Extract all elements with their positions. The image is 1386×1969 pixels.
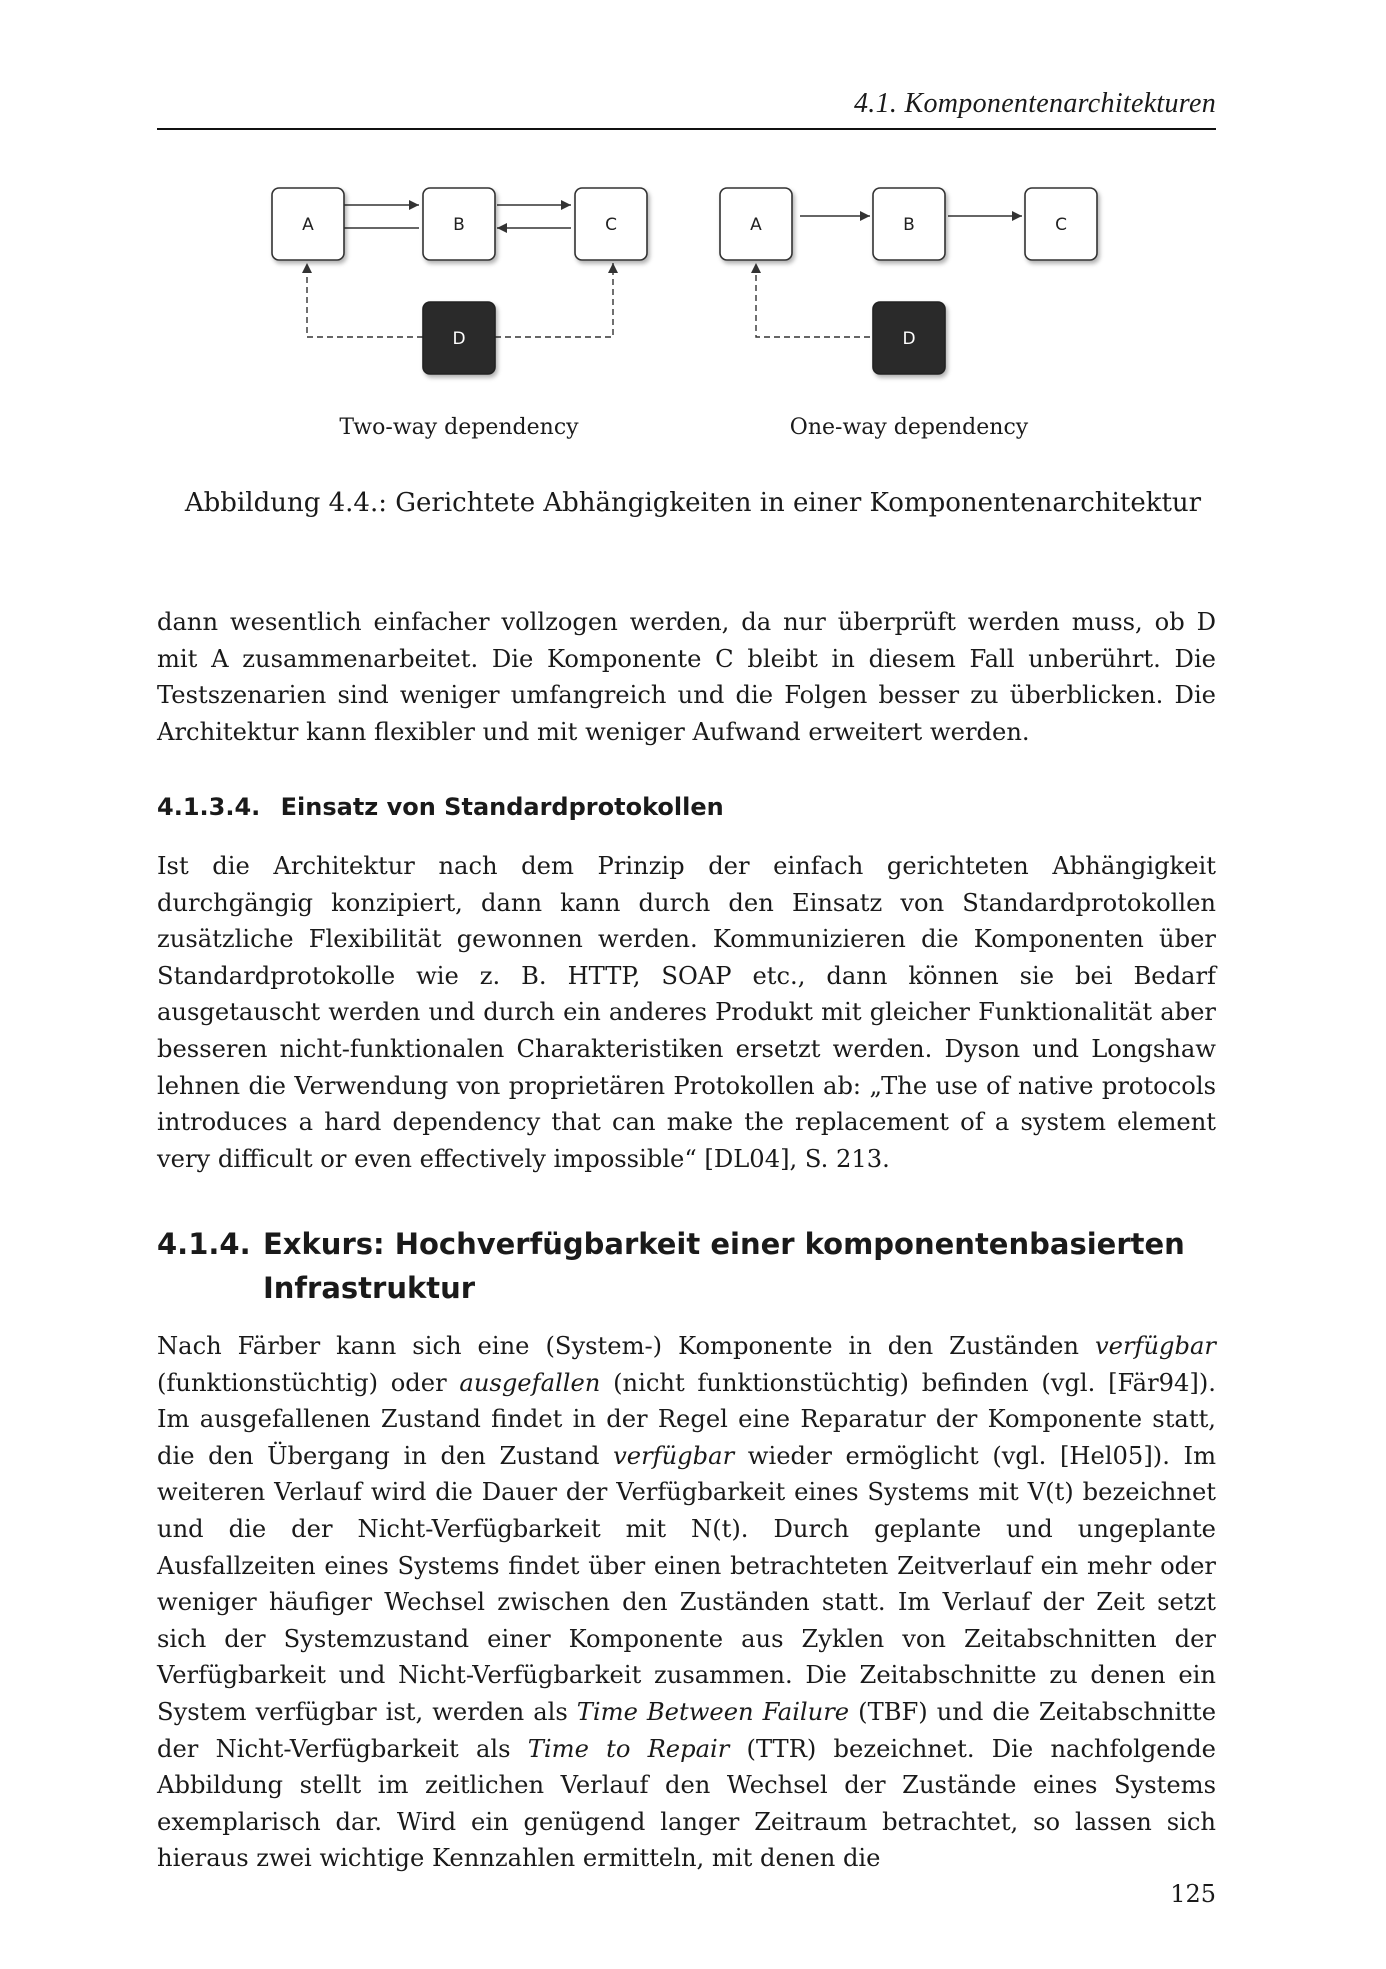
subsection-heading [157, 1222, 1216, 1310]
paragraph-2: Ist die Architektur nach dem Prinzip der einfach gerichteten Abhängigkeit durchgängig konzipiert, dann kann durch den Einsatz von Standardprotokollen zusätzliche Flexibilität gewonnen werden. Kommunizieren die Komponenten über Standardprotokolle wie z. B. HTTP, SOAP etc., dann können sie bei Bedarf ausgetauscht werden und durch ein anderes Produkt mit gleicher Funktionalität aber besseren nicht-funktionalen Charakteristiken ersetzt werden. Dyson und Longshaw lehnen die Verwendung von proprietären Protokollen ab: „The use of native protocols introduces a hard dependency that can make the replacement of a system element very difficult or even effectively impossible“ [DL04], S. 213. [157, 852, 1216, 1173]
subsubsection-title: Einsatz von Standardprotokollen [280, 793, 724, 821]
text-run: Nach Färber kann sich eine (System-) Komponente in den Zuständen [157, 1332, 1095, 1360]
node-b-label: B [903, 215, 915, 235]
text-run: wieder ermöglicht (vgl. [Hel05]). Im weiteren Verlauf wird die Dauer der Verfügbarkeit eines Systems mit V(t) bezeichnet und die der Nicht-Verfügbarkeit mit N(t). Durch geplante und ungeplante Ausfallzeiten eines Systems findet über einen betrachteten Zeitverlauf ein mehr oder weniger häufiger Wechsel zwischen den Zuständen statt. Im Verlauf der Zeit setzt sich der Systemzustand einer Komponente aus Zyklen von Zeitabschnitten der Verfügbarkeit und Nicht-Verfügbarkeit zusammen. Die Zeitabschnitte zu denen ein System verfügbar ist, werden als [157, 1441, 1217, 1726]
emphasis: ausgefallen [459, 1368, 601, 1397]
left-subcaption: Two-way dependency [339, 415, 579, 440]
node-b-label: B [453, 215, 465, 235]
paragraph-3 [157, 1328, 1216, 1877]
subsubsection-number: 4.1.3.4. [157, 793, 261, 821]
node-c-label: C [1055, 215, 1067, 235]
node-a-label: A [750, 215, 762, 235]
right-subcaption: One-way dependency [789, 415, 1029, 440]
text-run: (nicht funktionstüchtig) befinden (vgl. [Fär94]). Im ausgefallenen Zustand findet in der Regel eine Reparatur der Komponente statt, die den Übergang in den Zustand [157, 1368, 1216, 1470]
one-way-diagram [720, 188, 1097, 374]
dependency-figure [157, 170, 1216, 530]
subsubsection-heading [157, 793, 724, 821]
emphasis: Time to Repair [527, 1734, 730, 1763]
two-way-diagram [272, 188, 647, 374]
subsection-number: 4.1.4. [157, 1227, 251, 1261]
running-header: 4.1. Komponentenarchitekturen [854, 88, 1216, 119]
text-run: (TTR) bezeichnet. Die nachfolgende Abbildung stellt im zeitlichen Verlauf den Wechsel der Zustände eines Systems exemplarisch dar. Wird ein genügend langer Zeitraum betrachtet, so lassen sich hieraus zwei wichtige Kennzahlen ermitteln, mit denen die [157, 1734, 1216, 1873]
dependency-diagram [157, 170, 1216, 430]
node-d-label: D [452, 329, 466, 349]
text-run: (TBF) und die Zeitabschnitte der Nicht-Verfügbarkeit als [157, 1697, 1217, 1763]
emphasis: verfügbar [1094, 1332, 1216, 1360]
emphasis: verfügbar [613, 1441, 735, 1470]
node-d-label: D [902, 329, 916, 349]
edge-d-to-a-dashed [756, 263, 870, 337]
edge-d-to-a-dashed [307, 263, 423, 337]
node-c-label: C [605, 215, 617, 235]
paragraph-1: dann wesentlich einfacher vollzogen werden, da nur überprüft werden muss, ob D mit A zusammenarbeitet. Die Komponente C bleibt in diesem Fall unberührt. Die Testszenarien sind weniger umfangreich und die Folgen besser zu überblicken. Die Architektur kann flexibler und mit weniger Aufwand erweitert werden. [157, 608, 1216, 746]
edge-d-to-c-dashed [495, 263, 613, 337]
page-number: 125 [1170, 1880, 1216, 1908]
text-run: (funktionstüchtig) oder [157, 1368, 460, 1397]
figure-caption: Abbildung 4.4.: Gerichtete Abhängigkeiten in einer Komponentenarchitektur [184, 488, 1202, 518]
emphasis: Time Between Failure [576, 1697, 850, 1726]
subsection-title: Exkurs: Hochverfügbarkeit einer komponentenbasierten Infrastruktur [263, 1227, 1185, 1305]
node-a-label: A [302, 215, 314, 235]
header-rule [157, 128, 1216, 130]
